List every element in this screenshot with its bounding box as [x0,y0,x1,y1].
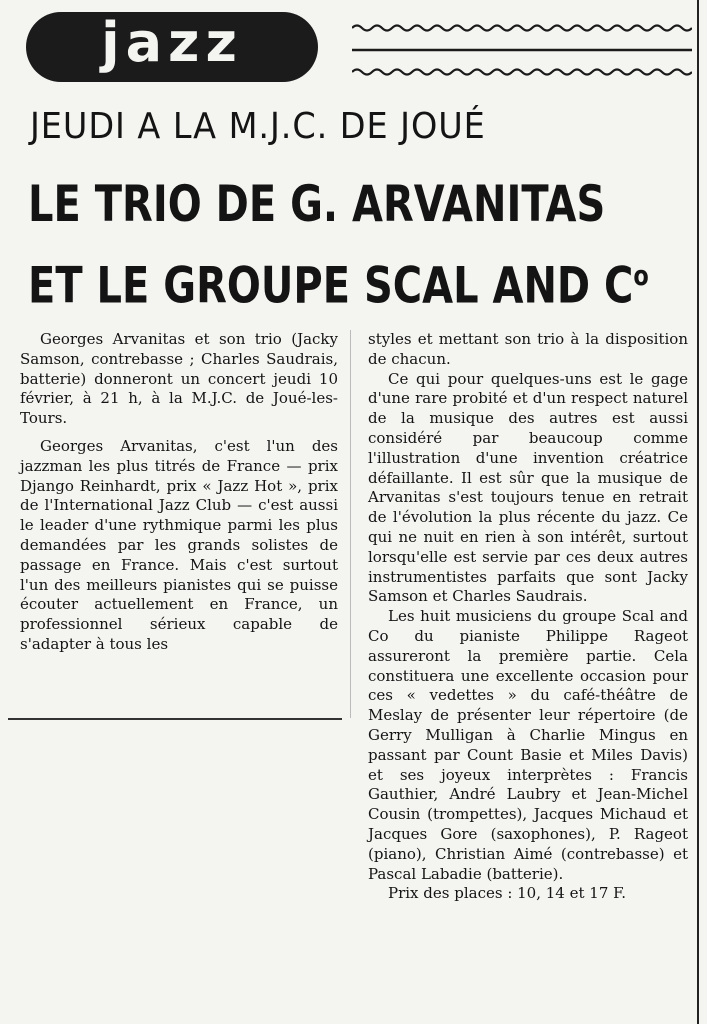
column-border-line [697,0,699,1024]
headline-line-1: LE TRIO DE G. ARVANITAS [28,175,606,233]
left-paragraph-2: Georges Arvanitas, c'est l'un des jazzman les plus titrés de France — prix Django Reinhardt, prix « Jazz Hot », prix de l'International Jazz Club — c'est aussi le leader d'une rythmique parmi les plus demandées par les grands solistes de passage en France. Mais c'est surtout l'un des meilleurs pianistes qui se puisse écouter actuellement en France, un professionnel sérieux capable de s'adapter à tous les [20,436,338,653]
left-column [20,330,338,655]
left-paragraph-1: Georges Arvanitas et son trio (Jacky Samson, contrebasse ; Charles Saudrais, batterie) donneront un concert jeudi 10 février, à 21 h, à la M.J.C. de Joué-les-Tours. [20,330,338,428]
price-line: Prix des places : 10, 14 et 17 F. [388,884,626,903]
headline-superscript: o [633,259,649,292]
right-paragraph-3: Les huit musiciens du groupe Scal and Co du pianiste Philippe Rageot assureront la première partie. Cela constituera une excellente occasion pour ces « vedettes » du café-théâtre de Meslay de présenter leur répertoire (de Gerry Mulligan à Charlie Mingus en passant par Count Basie et Miles Davis) et ses joyeux interprètes : Francis Gauthier, André Laubry et Jean-Michel Cousin (trompettes), Jacques Michaud et Jacques Gore (saxophones), P. Rageot (piano), Christian Aimé (contrebasse) et Pascal Labadie (batterie). [368,607,688,883]
wavy-rules-ornament [352,22,692,84]
right-column [368,330,688,904]
column-separator [350,330,351,718]
section-badge-label: jazz [101,11,243,74]
left-column-end-rule [8,718,342,720]
wavy-rule-bottom [352,70,692,75]
headline-line-2 [28,240,668,322]
wavy-rule-top [352,26,692,31]
article-kicker: JEUDI A LA M.J.C. DE JOUÉ [30,106,486,147]
section-badge [26,12,318,82]
right-paragraph-1: styles et mettant son trio à la disposition de chacun. [368,330,688,368]
article-headline [28,168,668,322]
headline-line-2-text: ET LE GROUPE SCAL AND C [28,256,634,315]
right-paragraph-2: Ce qui pour quelques-uns est le gage d'une rare probité et d'un respect naturel de la musique des autres est aussi considéré par beaucoup comme l'illustration d'une invention créatrice défaillante. Il est sûr que la musique de Arvanitas s'est toujours tenue en retrait de l'évolution la plus récente du jazz. Ce qui ne nuit en rien à son intérêt, surtout lorsqu'elle est servie par ces deux autres instrumentistes parfaits que sont Jacky Samson et Charles Saudrais. [368,369,688,606]
